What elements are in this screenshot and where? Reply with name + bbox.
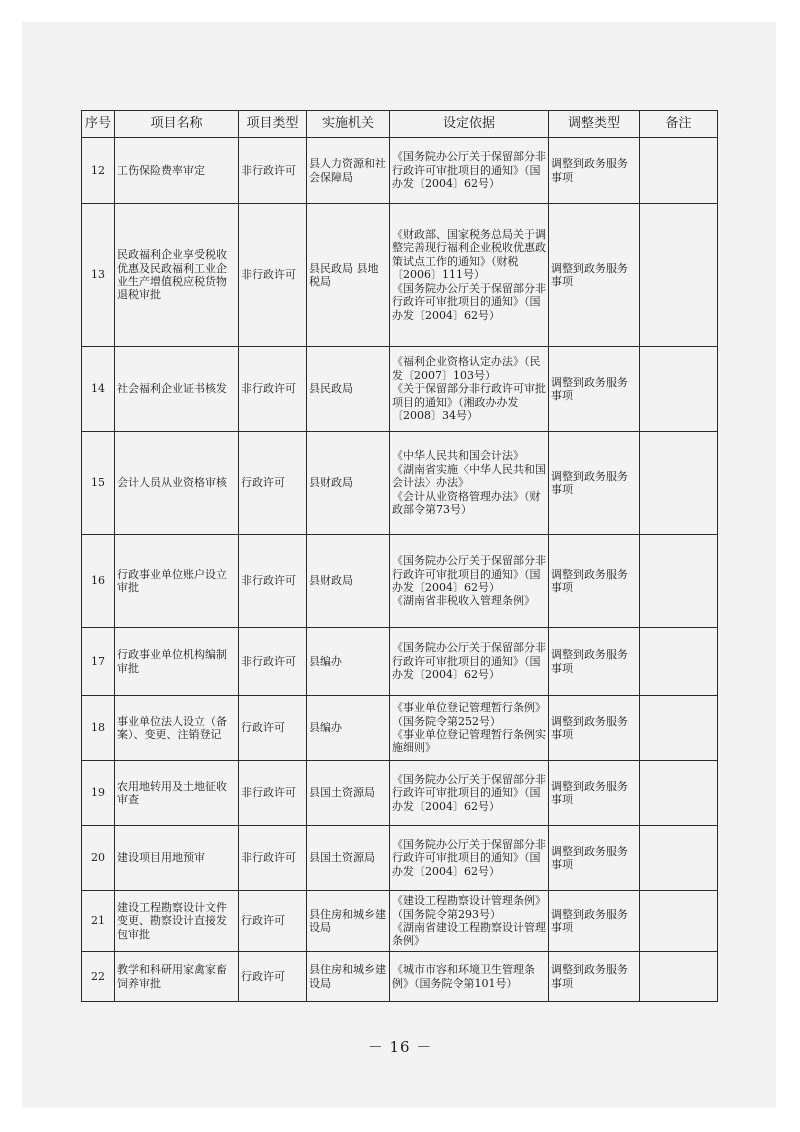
implementing-agency: 县编办 xyxy=(307,628,390,696)
legal-basis-item: 《会计从业资格管理办法》（财政部令第73号） xyxy=(392,489,541,517)
legal-basis xyxy=(390,696,549,761)
item-type: 非行政许可 xyxy=(239,826,307,891)
item-type: 非行政许可 xyxy=(239,628,307,696)
row-number: 22 xyxy=(82,952,115,1002)
legal-basis xyxy=(390,432,549,535)
legal-basis xyxy=(390,761,549,826)
row-number: 14 xyxy=(82,347,115,432)
adjustment-type: 调整到政务服务事项 xyxy=(549,347,640,432)
adjustment-type: 调整到政务服务事项 xyxy=(549,138,640,204)
legal-basis xyxy=(390,826,549,891)
header-seq: 序号 xyxy=(82,111,115,138)
row-number: 12 xyxy=(82,138,115,204)
table-row xyxy=(82,761,718,826)
legal-basis-item: 《国务院办公厅关于保留部分非行政许可审批项目的通知》（国办发〔2004〕62号） xyxy=(392,150,546,191)
legal-basis-item: 《国务院办公厅关于保留部分非行政许可审批项目的通知》（国办发〔2004〕62号） xyxy=(392,641,546,682)
page-number: － 16 － xyxy=(367,1038,433,1056)
remark-cell xyxy=(640,535,718,628)
remark-cell xyxy=(640,432,718,535)
header-remark: 备注 xyxy=(640,111,718,138)
implementing-agency: 县住房和城乡建设局 xyxy=(307,891,390,952)
legal-basis xyxy=(390,347,549,432)
table-row xyxy=(82,204,718,347)
item-name: 事业单位法人设立（备案）、变更、注销登记 xyxy=(115,696,239,761)
item-type: 非行政许可 xyxy=(239,204,307,347)
header-type: 项目类型 xyxy=(239,111,307,138)
item-name: 建设项目用地预审 xyxy=(115,826,239,891)
legal-basis xyxy=(390,204,549,347)
row-number: 18 xyxy=(82,696,115,761)
approval-items-table xyxy=(81,110,718,1002)
implementing-agency: 县编办 xyxy=(307,696,390,761)
adjustment-type: 调整到政务服务事项 xyxy=(549,761,640,826)
legal-basis-item: 《福利企业资格认定办法》（民发〔2007〕103号） xyxy=(392,355,541,382)
adjustment-type: 调整到政务服务事项 xyxy=(549,826,640,891)
adjustment-type: 调整到政务服务事项 xyxy=(549,696,640,761)
table-row xyxy=(82,891,718,952)
item-name: 教学和科研用家禽家畜饲养审批 xyxy=(115,952,239,1002)
legal-basis xyxy=(390,535,549,628)
item-name: 行政事业单位机构编制审批 xyxy=(115,628,239,696)
legal-basis xyxy=(390,891,549,952)
item-name: 会计人员从业资格审核 xyxy=(115,432,239,535)
header-agency: 实施机关 xyxy=(307,111,390,138)
item-type: 非行政许可 xyxy=(239,535,307,628)
legal-basis-item: 《城市市容和环境卫生管理条例》（国务院令第101号） xyxy=(392,963,535,990)
remark-cell xyxy=(640,204,718,347)
legal-basis-item: 《建设工程勘察设计管理条例》（国务院令第293号） xyxy=(392,894,546,921)
legal-basis xyxy=(390,138,549,204)
item-name: 行政事业单位账户设立审批 xyxy=(115,535,239,628)
row-number: 16 xyxy=(82,535,115,628)
implementing-agency: 县人力资源和社会保障局 xyxy=(307,138,390,204)
remark-cell xyxy=(640,826,718,891)
legal-basis xyxy=(390,628,549,696)
header-basis: 设定依据 xyxy=(390,111,549,138)
header-adjust: 调整类型 xyxy=(549,111,640,138)
remark-cell xyxy=(640,952,718,1002)
legal-basis-item: 《湖南省实施〈中华人民共和国会计法〉办法》 xyxy=(392,462,546,490)
legal-basis-item: 《关于保留部分非行政许可审批项目的通知》（湘政办办发〔2008〕34号） xyxy=(392,382,546,423)
header-name: 项目名称 xyxy=(115,111,239,138)
adjustment-type: 调整到政务服务事项 xyxy=(549,535,640,628)
table-row xyxy=(82,535,718,628)
item-name: 农用地转用及土地征收审查 xyxy=(115,761,239,826)
item-type: 非行政许可 xyxy=(239,347,307,432)
legal-basis-item: 《国务院办公厅关于保留部分非行政许可审批项目的通知》（国办发〔2004〕62号） xyxy=(392,772,546,813)
table-row xyxy=(82,952,718,1002)
table-row xyxy=(82,826,718,891)
legal-basis-item: 《国务院办公厅关于保留部分非行政许可审批项目的通知》（国办发〔2004〕62号） xyxy=(392,554,546,594)
implementing-agency: 县民政局 县地税局 xyxy=(307,204,390,347)
remark-cell xyxy=(640,891,718,952)
item-type: 行政许可 xyxy=(239,696,307,761)
item-type: 行政许可 xyxy=(239,952,307,1002)
item-name: 民政福利企业享受税收优惠及民政福利工业企业生产增值税应税货物退税审批 xyxy=(115,204,239,347)
table-row xyxy=(82,347,718,432)
implementing-agency: 县财政局 xyxy=(307,432,390,535)
adjustment-type: 调整到政务服务事项 xyxy=(549,628,640,696)
legal-basis-item: 《中华人民共和国会计法》 xyxy=(392,449,524,463)
row-number: 19 xyxy=(82,761,115,826)
legal-basis-item: 《国务院办公厅关于保留部分非行政许可审批项目的通知》（国办发〔2004〕62号） xyxy=(392,837,546,878)
row-number: 20 xyxy=(82,826,115,891)
item-name: 建设工程勘察设计文件变更、勘察设计直接发包审批 xyxy=(115,891,239,952)
remark-cell xyxy=(640,761,718,826)
table-row xyxy=(82,138,718,204)
row-number: 21 xyxy=(82,891,115,952)
item-type: 行政许可 xyxy=(239,891,307,952)
legal-basis-item: 《国务院办公厅关于保留部分非行政许可审批项目的通知》（国办发〔2004〕62号） xyxy=(392,281,546,322)
row-number: 13 xyxy=(82,204,115,347)
table-row xyxy=(82,696,718,761)
legal-basis xyxy=(390,952,549,1002)
item-type: 非行政许可 xyxy=(239,138,307,204)
adjustment-type: 调整到政务服务事项 xyxy=(549,432,640,535)
implementing-agency: 县国土资源局 xyxy=(307,826,390,891)
legal-basis-item: 《事业单位登记管理暂行条例实施细则》 xyxy=(392,728,546,755)
remark-cell xyxy=(640,628,718,696)
implementing-agency: 县财政局 xyxy=(307,535,390,628)
row-number: 17 xyxy=(82,628,115,696)
adjustment-type: 调整到政务服务事项 xyxy=(549,204,640,347)
remark-cell xyxy=(640,347,718,432)
legal-basis-item: 《事业单位登记管理暂行条例》（国务院令第252号） xyxy=(392,701,546,728)
adjustment-type: 调整到政务服务事项 xyxy=(549,952,640,1002)
legal-basis-item: 《财政部、国家税务总局关于调整完善现行福利企业税收优惠政策试点工作的通知》（财税〔2006〕111号） xyxy=(392,228,546,282)
item-type: 行政许可 xyxy=(239,432,307,535)
remark-cell xyxy=(640,138,718,204)
header-row xyxy=(82,111,718,138)
implementing-agency: 县住房和城乡建设局 xyxy=(307,952,390,1002)
table-row xyxy=(82,432,718,535)
item-type: 非行政许可 xyxy=(239,761,307,826)
implementing-agency: 县国土资源局 xyxy=(307,761,390,826)
legal-basis-item: 《湖南省非税收入管理条例》 xyxy=(392,594,535,608)
remark-cell xyxy=(640,696,718,761)
item-name: 社会福利企业证书核发 xyxy=(115,347,239,432)
adjustment-type: 调整到政务服务事项 xyxy=(549,891,640,952)
legal-basis-item: 《湖南省建设工程勘察设计管理条例》 xyxy=(392,921,546,948)
implementing-agency: 县民政局 xyxy=(307,347,390,432)
item-name: 工伤保险费率审定 xyxy=(115,138,239,204)
row-number: 15 xyxy=(82,432,115,535)
table-row xyxy=(82,628,718,696)
